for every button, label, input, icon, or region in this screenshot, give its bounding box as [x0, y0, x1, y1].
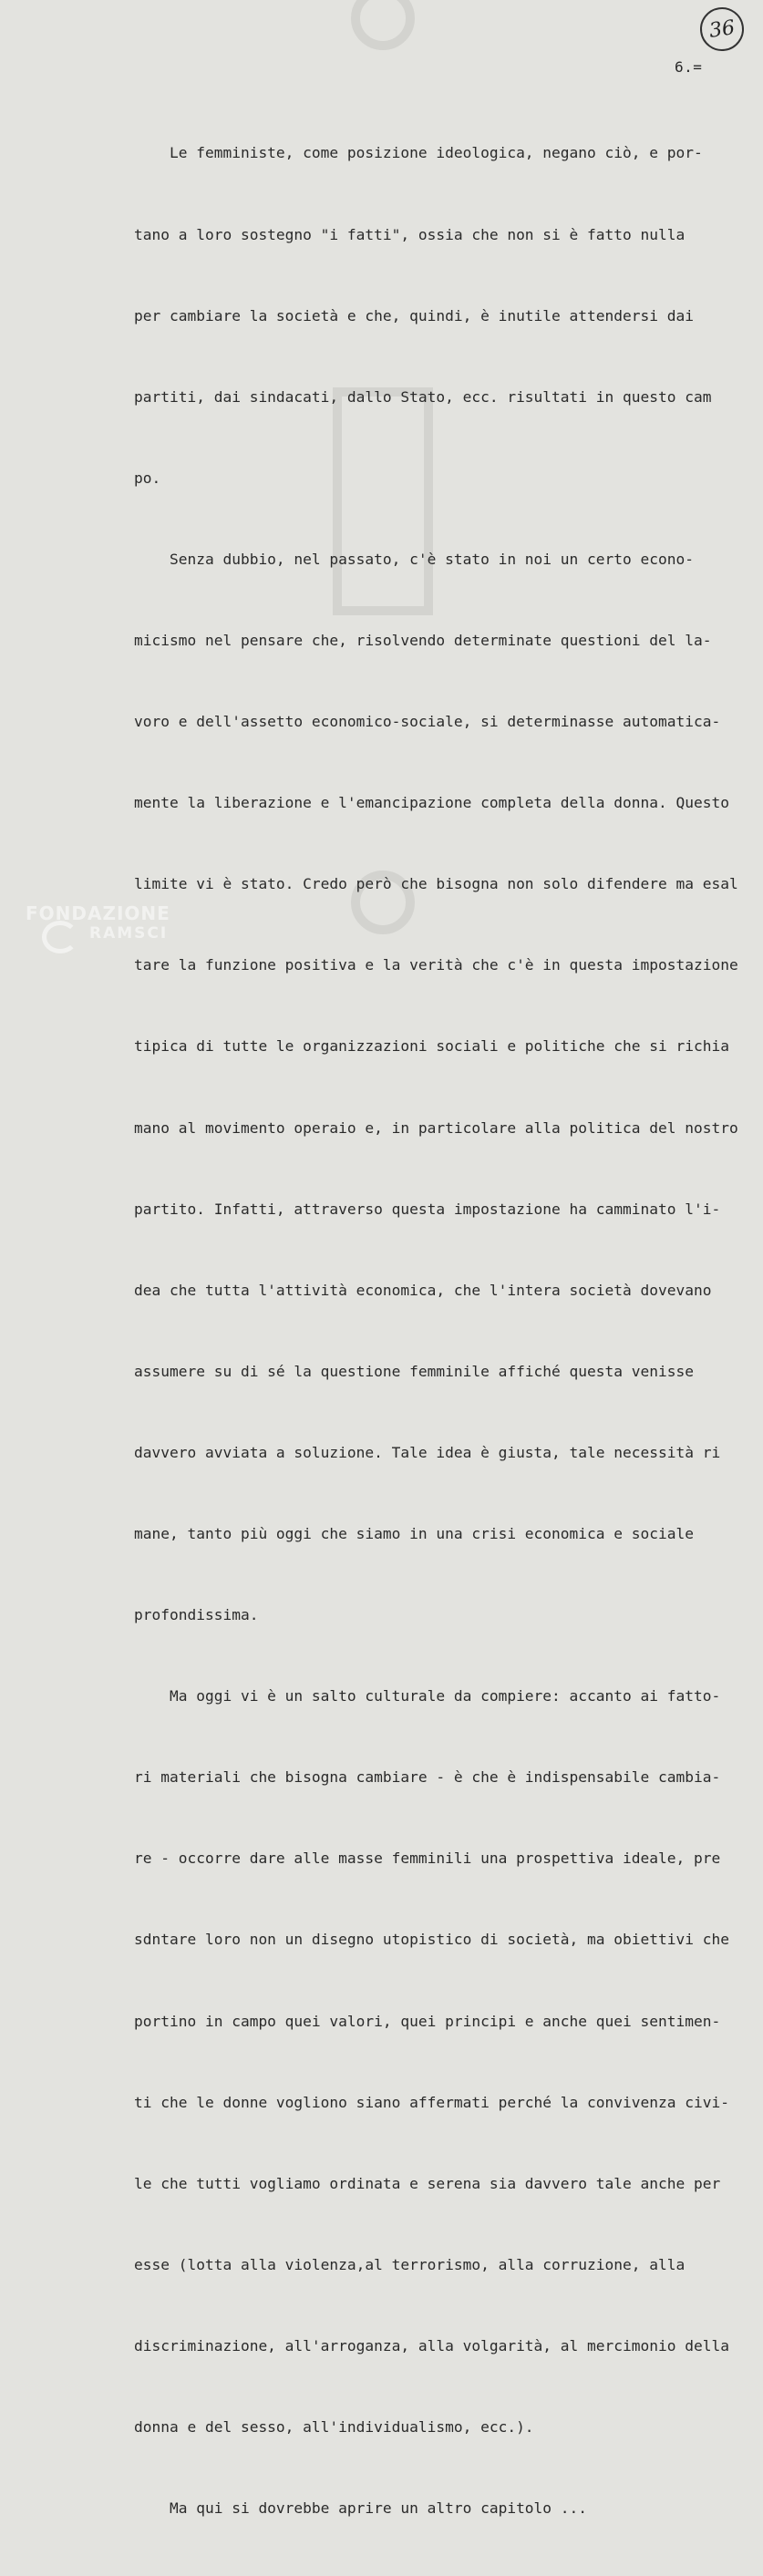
- fondazione-gramsci-logo: [26, 902, 199, 957]
- logo-line-1: FONDAZIONE: [26, 902, 170, 924]
- text-line: Ma qui si dovrebbe aprire un altro capitolo ...: [134, 2499, 588, 2518]
- typed-text-body: [134, 86, 754, 2576]
- text-line: mente la liberazione e l'emancipazione completa della donna. Questo: [134, 794, 729, 812]
- text-line: ri materiali che bisogna cambiare - è che è indispensabile cambia-: [134, 1768, 721, 1787]
- text-line: tare la funzione positiva e la verità che c'è in questa impostazione: [134, 956, 738, 974]
- text-line: micismo nel pensare che, risolvendo determinate questioni del la-: [134, 631, 712, 649]
- text-line: le che tutti vogliamo ordinata e serena sia davvero tale anche per: [134, 2174, 721, 2192]
- text-line: tipica di tutte le organizzazioni sociali e politiche che si richia: [134, 1037, 729, 1056]
- text-line: sdntare loro non un disegno utopistico di società, ma obiettivi che: [134, 1931, 729, 1949]
- text-line: assumere su di sé la questione femminile affiché questa venisse: [134, 1362, 694, 1380]
- text-line: discriminazione, all'arroganza, alla volgarità, al mercimonio della: [134, 2336, 729, 2354]
- text-line: donna e del sesso, all'individualismo, ecc.).: [134, 2418, 534, 2437]
- text-line: profondissima.: [134, 1606, 259, 1624]
- text-line: davvero avviata a soluzione. Tale idea è giusta, tale necessità ri: [134, 1443, 721, 1461]
- logo-line-2: RAMSCI: [89, 924, 169, 943]
- text-line: partito. Infatti, attraverso questa impostazione ha camminato l'i-: [134, 1200, 721, 1218]
- text-line: limite vi è stato. Credo però che bisogna non solo difendere ma esal: [134, 875, 738, 893]
- text-line: per cambiare la società e che, quindi, è inutile attendersi dai: [134, 306, 694, 325]
- text-line: mano al movimento operaio e, in particolare alla politica del nostro: [134, 1118, 738, 1137]
- text-line: Senza dubbio, nel passato, c'è stato in noi un certo econo-: [134, 550, 694, 568]
- g-logo-icon: [42, 921, 78, 953]
- text-line: tano a loro sostegno "i fatti", ossia che non si è fatto nulla: [134, 225, 686, 243]
- text-line: po.: [134, 469, 161, 487]
- archive-page-stamp: 36: [697, 5, 747, 54]
- text-line: re - occorre dare alle masse femminili una prospettiva ideale, pre: [134, 1850, 721, 1868]
- text-line: portino in campo quei valori, quei principi e anche quei sentimen-: [134, 2012, 721, 2030]
- text-line: partiti, dai sindacati, dallo Stato, ecc. risultati in questo cam: [134, 387, 712, 406]
- text-line: Ma oggi vi è un salto culturale da compiere: accanto ai fatto-: [134, 1687, 721, 1705]
- text-line: mane, tanto più oggi che siamo in una crisi economica e sociale: [134, 1525, 694, 1542]
- text-line: Le femministe, come posizione ideologica, negano ciò, e por-: [134, 144, 703, 162]
- text-line: ti che le donne vogliono siano affermati perché la convivenza civi-: [134, 2093, 729, 2111]
- text-line: voro e dell'assetto economico-sociale, si determinasse automaticа-: [134, 713, 721, 731]
- text-line: dea che tutta l'attività economica, che l'intera società dovevano: [134, 1281, 712, 1299]
- text-line: esse (lotta alla violenza,al terrorismo, alla corruzione, alla: [134, 2255, 686, 2273]
- page-number: 6.=: [675, 58, 703, 76]
